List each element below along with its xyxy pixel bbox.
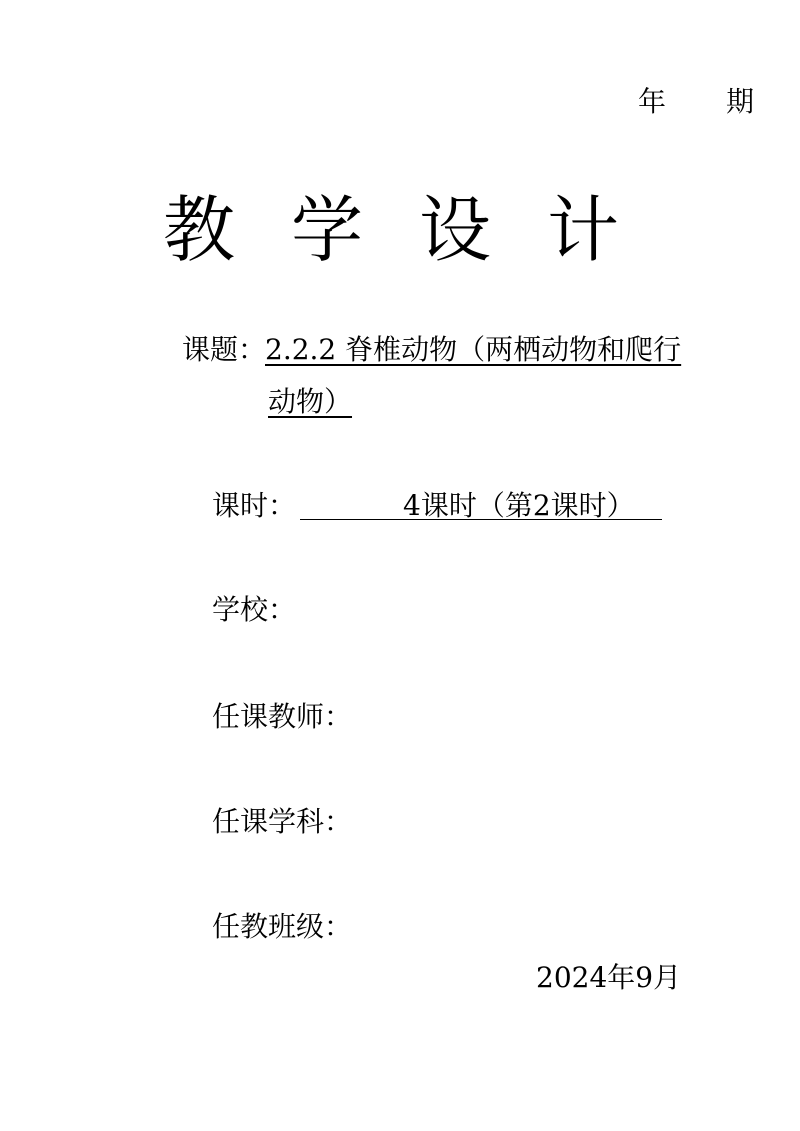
semester-header xyxy=(638,80,754,120)
title-char: 学 xyxy=(291,188,364,272)
title-char: 教 xyxy=(163,188,236,272)
class-period-label: 课时： xyxy=(212,489,297,522)
page-title xyxy=(163,172,619,276)
year-char: 年 xyxy=(638,85,667,118)
subject-label: 任课学科： xyxy=(212,805,353,838)
topic-value-line1: 2.2.2 脊椎动物（两栖动物和爬行 xyxy=(265,333,682,366)
class-label: 任教班级： xyxy=(212,910,353,943)
topic-value-line2: 动物） xyxy=(268,385,353,418)
document-date: 2024年9月 xyxy=(536,961,682,994)
topic-label: 课题： xyxy=(182,333,267,366)
title-char: 设 xyxy=(419,188,492,272)
title-char: 计 xyxy=(547,188,620,272)
teacher-label: 任课教师： xyxy=(212,700,353,733)
school-label: 学校： xyxy=(212,593,297,626)
class-period-value: 4课时（第2课时） xyxy=(300,484,662,520)
term-char: 期 xyxy=(726,85,755,118)
